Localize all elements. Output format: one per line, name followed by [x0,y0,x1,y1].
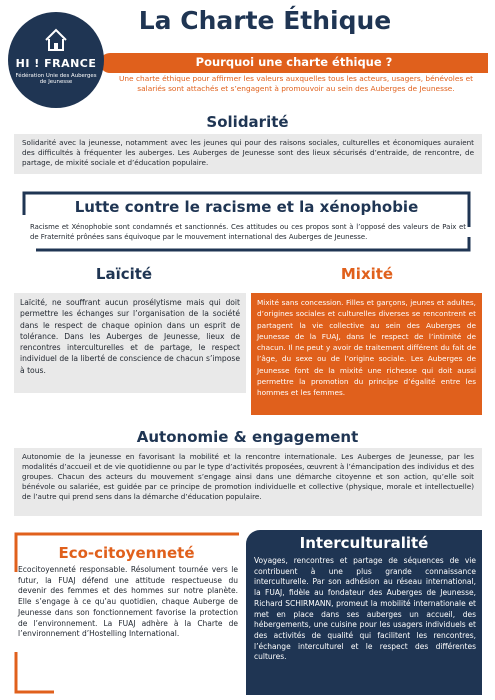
intro-heading: Pourquoi une charte éthique ? [195,55,393,69]
section-text-solidarite: Solidarité avec la jeunesse, notamment avec les jeunes qui pour des raisons sociales, culturelles et économiques auraient des difficultés à fréquenter les auberges. Les Auberges de Jeunesse sont des lieux sécurisés d’entraide, de rencontre, de partage, de mixité sociale et d’éducation populaire. [22,138,474,167]
section-text-racisme: Racisme et Xénophobie sont condamnés et sanctionnés. Ces attitudes ou ces propos sont à l’opposé des valeurs de Paix et de Fraternité prônées sans équivoque par le mouvement international des Auberges de Jeunesse. [30,223,466,241]
section-title-solidarite: Solidarité [206,113,289,131]
section-text-interculturalite: Voyages, rencontres et partage de séquences de vie contribuent à une plus grande connaissance interculturelle. Par son adhésion au réseau international, la FUAJ, fidèle au fondateur des Auberges de Jeunesse, Richard SCHIRMANN, promeut la mobilité internationale et met en place dans ses auberges un accueil, des hébergements, une cuisine pour les usagers individuels et des activités de qualité qui facilitent les rencontres, l’échange interculturel et le respect des différentes cultures. [254,556,476,662]
section-text-eco: Ecocitoyenneté responsable. Résolument tournée vers le futur, la FUAJ défend une attitude respectueuse du devenir des femmes et des hommes sur notre planète. Elle s’engage à ce qu’au quotidien, chaque Auberge de Jeunesse dans son fonctionnement favorise la protection de l’environnement. La FUAJ adhère à la Charte de l’environnement d’Hostelling International. [18,565,238,639]
section-box-eco [18,565,238,640]
section-title-interculturalite: Interculturalité [299,534,429,552]
section-title-mixite: Mixité [340,265,394,283]
section-box-mixite [251,293,482,415]
logo [8,12,104,108]
section-text-mixite: Mixité sans concession. Filles et garçons, jeunes et adultes, d’origines sociales et culturelles diverses se rencontrent et partagent la vie collective au sein des Auberges de Jeunesse de la FUAJ, dans le respect de l’intimité de chacun. Il ne peut y avoir de traitement différent du fait de l’âge, du sexe ou de l’origine sociale. Les Auberges de Jeunesse font de la mixité une richesse qui doit aussi permettre la promotion du principe d’égalité entre les hommes et les femmes. [257,298,476,398]
intro-text: Une charte éthique pour affirmer les valeurs auxquelles tous les acteurs, usagers, bénévoles et salariés sont attachés et s’engagent à promouvoir au sein des Auberges de Jeunesse. [118,74,474,93]
house-icon [44,28,68,52]
section-text-laicite: Laïcité, ne souffrant aucun prosélytisme mais qui doit permettre les échanges sur l’organisation de la société dans le respect de chaque opinion dans un esprit de tolérance. Dans les Auberges de Jeunesse, lieux de rencontres interculturelles et de partage, le respect individuel de la liberté de conscience de chacun s’impose à tous. [20,298,240,375]
section-box-autonomie [14,448,482,516]
section-title-laicite: Laïcité [95,265,153,283]
logo-subtitle: Fédération Unie des Auberges de Jeunesse [15,73,97,86]
section-text-autonomie: Autonomie de la jeunesse en favorisant la mobilité et la rencontre internationale. Les Auberges de Jeunesse, par les modalités d’accueil et de vie quotidienne ou par le type d’activités proposées, œuvrent à l’émancipation des individus et des groupes. Chacun des acteurs du mouvement s’engage ainsi dans une démarche citoyenne et son action, qu’elle soit bénévole ou salariée, est guidée par ce principe de promotion individuelle et collective (physique, morale et intellectuelle) de l’autre qui prend sens dans la démarche d’éducation populaire. [22,452,474,501]
page-title: La Charte Éthique [138,6,392,35]
section-box-laicite [14,293,246,393]
section-text-wrap-interculturalite [254,556,476,663]
section-title-autonomie: Autonomie & engagement [136,428,359,446]
logo-name: HI ! FRANCE [15,57,97,70]
section-box-solidarite [14,134,482,174]
section-title-eco: Eco-citoyenneté [58,544,195,562]
section-title-racisme: Lutte contre le racisme et la xénophobie [74,198,419,216]
